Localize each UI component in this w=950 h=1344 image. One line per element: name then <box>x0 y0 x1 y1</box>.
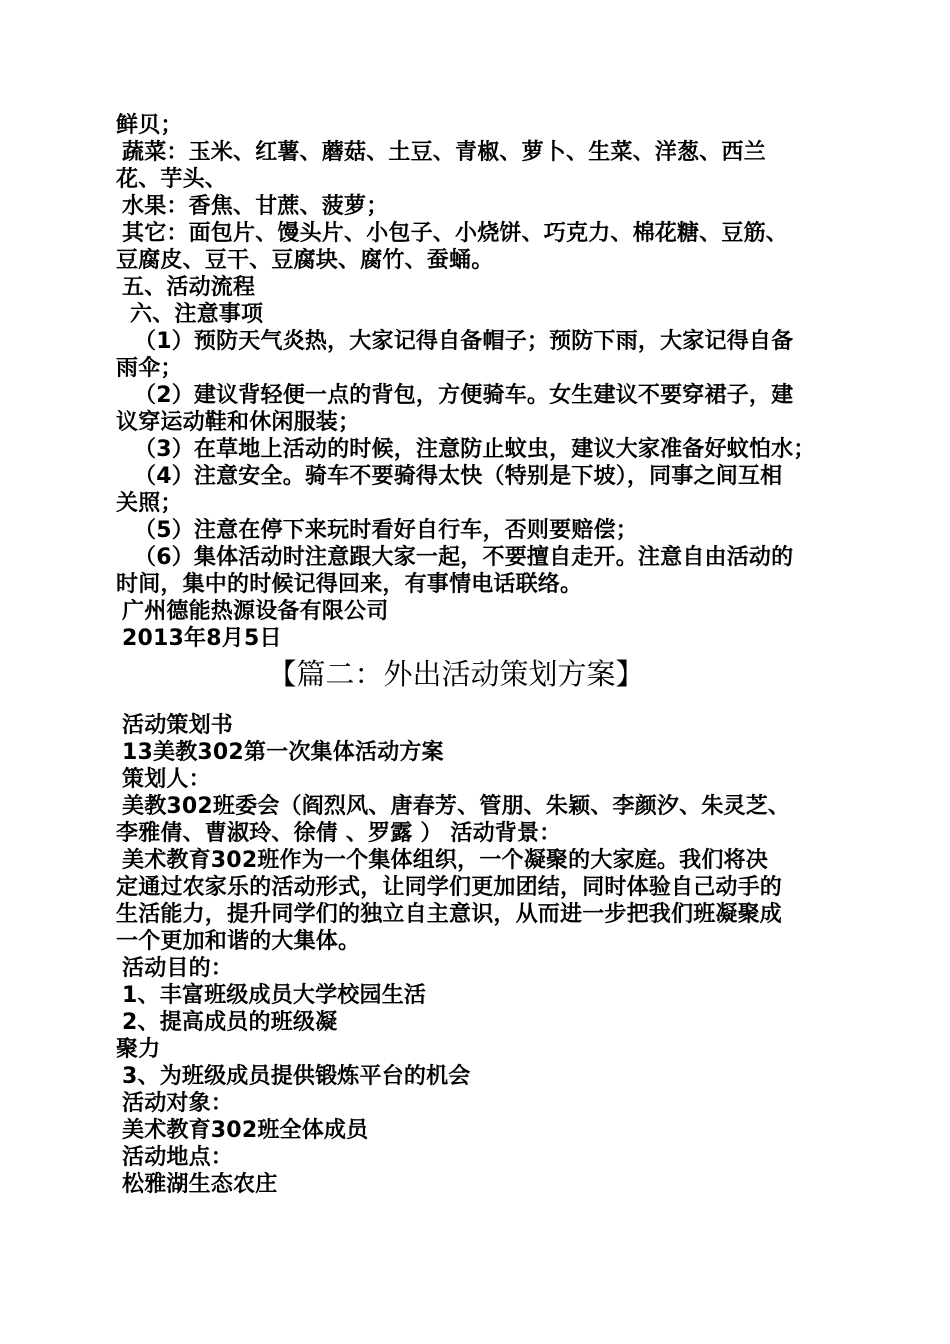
note-2-line-1: （2）建议背轻便一点的背包，方便骑车。女生建议不要穿裙子，建 <box>134 383 794 408</box>
background-line-3: 生活能力，提升同学们的独立自主意识，从而进一步把我们班凝聚成 <box>116 902 783 927</box>
section-title: 【篇二：外出活动策划方案】 <box>267 657 645 691</box>
other-line-1: 其它：面包片、馒头片、小包子、小烧饼、巧克力、棉花糖、豆筋、 <box>122 221 789 246</box>
document-body <box>116 112 846 1198</box>
purpose-label: 活动目的： <box>122 956 234 981</box>
vegetables-line-1: 蔬菜：玉米、红薯、蘑菇、土豆、青椒、萝卜、生菜、洋葱、西兰 <box>122 140 766 165</box>
planner-line-2: 李雅倩、曹淑玲、徐倩 、罗露 ） 活动背景： <box>116 821 562 846</box>
note-1-line-2: 雨伞； <box>116 356 183 381</box>
note-4-line-2: 关照； <box>116 491 183 516</box>
note-3-line: （3）在草地上活动的时候，注意防止蚊虫，建议大家准备好蚊怕水； <box>134 437 816 462</box>
note-6-line-2: 时间，集中的时候记得回来，有事情电话联络。 <box>116 572 583 597</box>
other-line-2: 豆腐皮、豆干、豆腐块、腐竹、蚕蛹。 <box>116 248 494 273</box>
note-4-line-1: （4）注意安全。骑车不要骑得太快（特别是下坡），同事之间互相 <box>134 464 783 489</box>
seafood-line: 鲜贝； <box>116 113 183 138</box>
fruit-line: 水果：香焦、甘蔗、菠萝； <box>122 194 389 219</box>
doc-heading: 活动策划书 <box>122 713 234 738</box>
background-line-2: 定通过农家乐的活动形式，让同学们更加团结，同时体验自己动手的 <box>116 875 783 900</box>
purpose-item-2-cont: 聚力 <box>116 1037 161 1062</box>
purpose-item-1: 1、丰富班级成员大学校园生活 <box>122 983 427 1008</box>
note-6-line-1: （6）集体活动时注意跟大家一起，不要擅自走开。注意自由活动的 <box>134 545 794 570</box>
target-value: 美术教育302班全体成员 <box>122 1118 369 1143</box>
planner-label: 策划人： <box>122 767 211 792</box>
notes-heading: 六、注意事项 <box>130 302 264 327</box>
vegetables-line-2: 花、芋头、 <box>116 167 228 192</box>
note-2-line-2: 议穿运动鞋和休闲服装； <box>116 410 361 435</box>
planner-line-1: 美教302班委会（阎烈风、唐春芳、管朋、朱颖、李颜汐、朱灵芝、 <box>122 794 791 819</box>
date-line: 2013年8月5日 <box>122 626 282 651</box>
target-label: 活动对象： <box>122 1091 234 1116</box>
note-5-line: （5）注意在停下来玩时看好自行车，否则要赔偿； <box>134 518 638 543</box>
location-label: 活动地点： <box>122 1145 234 1170</box>
background-line-1: 美术教育302班作为一个集体组织，一个凝聚的大家庭。我们将决 <box>122 848 768 873</box>
plan-name: 13美教302第一次集体活动方案 <box>122 740 444 765</box>
note-1-line-1: （1）预防天气炎热，大家记得自备帽子；预防下雨，大家记得自备 <box>134 329 794 354</box>
background-line-4: 一个更加和谐的大集体。 <box>116 929 361 954</box>
company-name: 广州德能热源设备有限公司 <box>122 599 389 624</box>
purpose-item-3: 3、为班级成员提供锻炼平台的机会 <box>122 1064 471 1089</box>
purpose-item-2: 2、提高成员的班级凝 <box>122 1010 338 1035</box>
location-value: 松雅湖生态农庄 <box>122 1172 278 1197</box>
flow-heading: 五、活动流程 <box>122 275 256 300</box>
